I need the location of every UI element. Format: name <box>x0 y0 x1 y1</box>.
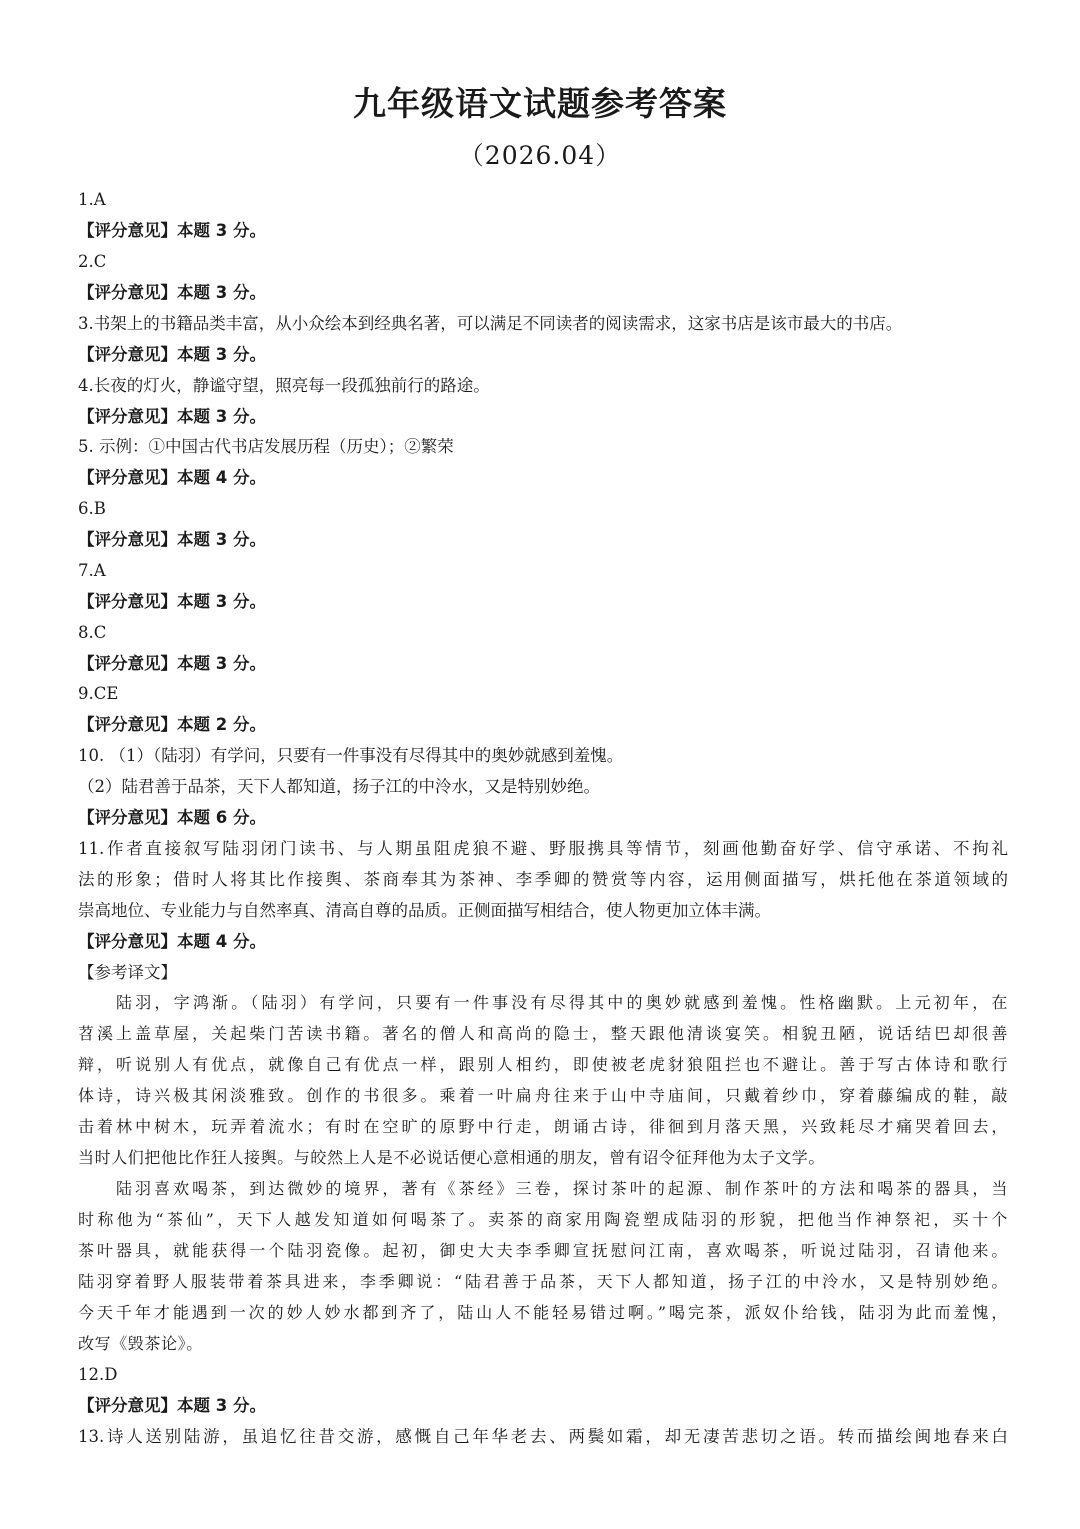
answer-7: 7.A <box>78 561 106 580</box>
translation-p2-line-3: 茶叶器具，就能获得一个陆羽瓷像。起初，御史大夫李季卿宣抚慰问江南，喜欢喝茶，听说过陆羽，召请他来。 <box>78 1241 1008 1260</box>
document-title: 九年级语文试题参考答案 <box>353 84 727 123</box>
translation-p1-line-1: 陆羽，字鸿渐。（陆羽）有学问，只要有一件事没有尽得其中的奥妙就感到羞愧。性格幽默。上元初年，在 <box>116 993 1008 1012</box>
translation-p1-line-6: 当时人们把他比作狂人接舆。与皎然上人是不必说话便心意相通的朋友，曾有诏令征拜他为太子文学。 <box>78 1148 826 1167</box>
score-note-5: 【评分意见】本题 4 分。 <box>78 468 266 487</box>
score-note-2: 【评分意见】本题 3 分。 <box>78 283 266 302</box>
translation-p1-line-3: 辩，听说别人有优点，就像自己有优点一样，跟别人相约，即使被老虎豺狼阻拦也不避让。善于写古体诗和歌行 <box>78 1055 1008 1074</box>
translation-p1-line-4: 体诗，诗兴极其闲淡雅致。创作的书很多。乘着一叶扁舟往来于山中寺庙间，只戴着纱巾，穿着藤编成的鞋，敲 <box>78 1086 1008 1105</box>
score-note-9: 【评分意见】本题 2 分。 <box>78 715 266 734</box>
answer-1: 1.A <box>78 190 106 209</box>
document-date: （2026.04） <box>458 141 622 170</box>
score-note-11: 【评分意见】本题 4 分。 <box>78 932 266 951</box>
score-note-10: 【评分意见】本题 6 分。 <box>78 808 266 827</box>
answer-11-line-2: 法的形象；借时人将其比作接舆、茶商奉其为茶神、李季卿的赞赏等内容，运用侧面描写，烘托他在茶道领域的 <box>78 870 1008 889</box>
translation-p2-line-5: 今天千年才能遇到一次的妙人妙水都到齐了，陆山人不能轻易错过啊。”喝完茶，派奴仆给钱，陆羽为此而羞愧， <box>78 1303 1008 1322</box>
answer-10-part-2: （2）陆君善于品茶，天下人都知道，扬子江的中泠水，又是特别妙绝。 <box>78 777 600 796</box>
score-note-1: 【评分意见】本题 3 分。 <box>78 221 266 240</box>
answer-11-line-3: 崇高地位、专业能力与自然率真、清高自尊的品质。正侧面描写相结合，使人物更加立体丰满。 <box>78 901 771 920</box>
score-note-12: 【评分意见】本题 3 分。 <box>78 1396 266 1415</box>
answer-2: 2.C <box>78 252 107 271</box>
translation-p2-line-6: 改写《毁茶论》。 <box>78 1334 203 1353</box>
answer-12: 12.D <box>78 1365 118 1384</box>
answer-11-line-1: 11.作者直接叙写陆羽闭门读书、与人期虽阻虎狼不避、野服携具等情节，刻画他勤奋好学、信守承诺、不拘礼 <box>78 839 1008 858</box>
answer-5: 5. 示例：①中国古代书店发展历程（历史）；②繁荣 <box>78 437 454 456</box>
translation-p2-line-1: 陆羽喜欢喝茶，到达微妙的境界，著有《茶经》三卷，探讨茶叶的起源、制作茶叶的方法和喝茶的器具，当 <box>116 1179 1008 1198</box>
answer-3: 3.书架上的书籍品类丰富，从小众绘本到经典名著，可以满足不同读者的阅读需求，这家书店是该市最大的书店。 <box>78 314 903 333</box>
score-note-3: 【评分意见】本题 3 分。 <box>78 345 266 364</box>
score-note-7: 【评分意见】本题 3 分。 <box>78 592 266 611</box>
answer-8: 8.C <box>78 623 107 642</box>
translation-p2-line-2: 时称他为“茶仙”，天下人越发知道如何喝茶了。卖茶的商家用陶瓷塑成陆羽的形貌，把他当作神祭祀，买十个 <box>78 1210 1008 1229</box>
answer-9: 9.CE <box>78 684 119 703</box>
translation-p1-line-2: 苕溪上盖草屋，关起柴门苦读书籍。著名的僧人和高尚的隐士，整天跟他清谈宴笑。相貌丑陋，说话结巴却很善 <box>78 1024 1008 1043</box>
translation-p1-line-5: 击着林中树木，玩弄着流水；有时在空旷的原野中行走，朗诵古诗，徘徊到月落天黑，兴致耗尽才痛哭着回去， <box>78 1117 1008 1136</box>
answer-6: 6.B <box>78 499 106 518</box>
answer-10-part-1: 10. （1）（陆羽）有学问，只要有一件事没有尽得其中的奥妙就感到羞愧。 <box>78 746 624 765</box>
answer-13: 13.诗人送别陆游，虽追忆往昔交游，感慨自己年华老去、两鬓如霜，却无凄苦悲切之语。转而描绘闽地春来白 <box>78 1427 1008 1446</box>
translation-p2-line-4: 陆羽穿着野人服装带着茶具进来，李季卿说：“陆君善于品茶，天下人都知道，扬子江的中泠水，又是特别妙绝。 <box>78 1272 1008 1291</box>
score-note-4: 【评分意见】本题 3 分。 <box>78 407 266 426</box>
translation-heading: 【参考译文】 <box>78 963 177 982</box>
answer-4: 4.长夜的灯火，静谧守望，照亮每一段孤独前行的路途。 <box>78 376 490 395</box>
score-note-6: 【评分意见】本题 3 分。 <box>78 530 266 549</box>
score-note-8: 【评分意见】本题 3 分。 <box>78 654 266 673</box>
